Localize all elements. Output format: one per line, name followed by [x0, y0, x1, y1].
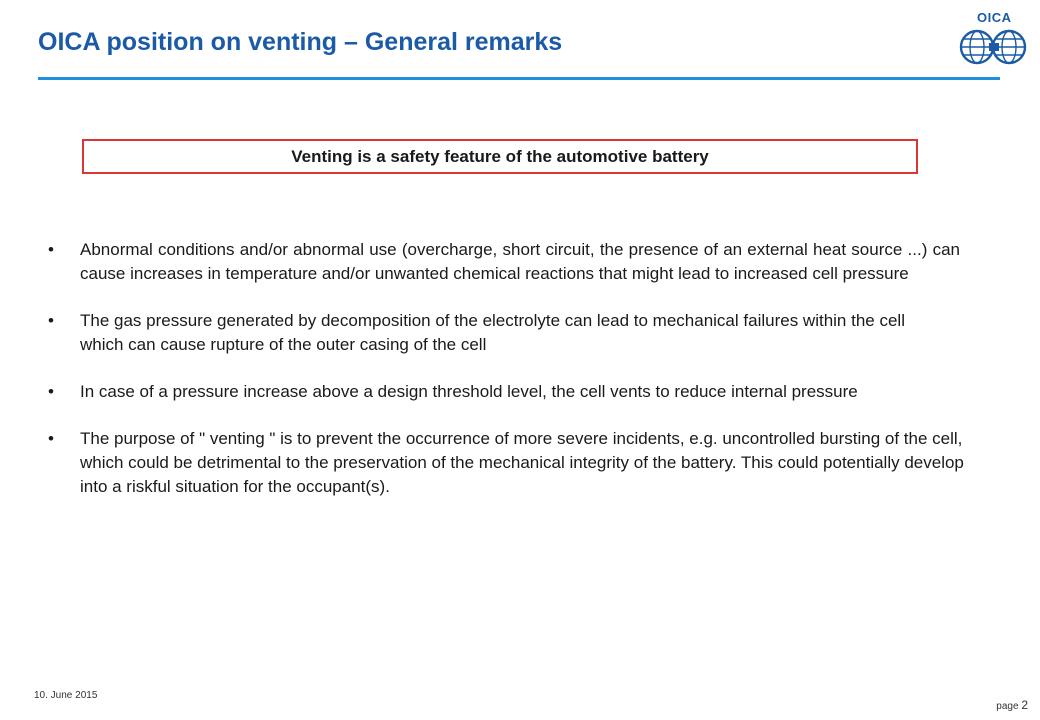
logo-text: OICA — [977, 10, 1012, 25]
bullet-marker: • — [48, 311, 54, 330]
bullet-item — [48, 309, 950, 357]
title-underline — [38, 77, 1000, 80]
page-label: page — [996, 701, 1019, 712]
footer-date: 10. June 2015 — [34, 690, 98, 701]
key-message-box — [82, 139, 918, 174]
bullet-marker: • — [48, 240, 54, 259]
page-number-value: 2 — [1021, 698, 1028, 712]
bullet-item — [48, 427, 965, 499]
bullet-text: In case of a pressure increase above a design threshold level, the cell vents to reduce internal pressure — [80, 382, 858, 401]
bullet-text: The purpose of " venting " is to prevent the occurrence of more severe incidents, e.g. uncontrolled bursting of the cell, which could be detrimental to the preservation of the mechanical integrity of the battery. This could potentially develop into a riskful situation for the occupant(s). — [80, 429, 964, 496]
oica-globe-logo-icon — [956, 8, 1032, 72]
slide-title: OICA position on venting – General remarks — [38, 28, 563, 56]
bullet-text: The gas pressure generated by decomposition of the electrolyte can lead to mechanical failures within the cell which can cause rupture of the outer casing of the cell — [80, 311, 905, 354]
bullet-item — [48, 380, 930, 404]
key-message-text: Venting is a safety feature of the automotive battery — [291, 146, 709, 166]
bullet-marker: • — [48, 382, 54, 401]
bullet-item — [48, 238, 960, 286]
bullet-list — [48, 238, 964, 522]
bullet-marker: • — [48, 429, 54, 448]
bullet-text: Abnormal conditions and/or abnormal use (overcharge, short circuit, the presence of an external heat source ...) can cause increases in temperature and/or unwanted chemical reactions that might lead to increased cell pressure — [80, 240, 960, 283]
page-number — [996, 698, 1028, 712]
